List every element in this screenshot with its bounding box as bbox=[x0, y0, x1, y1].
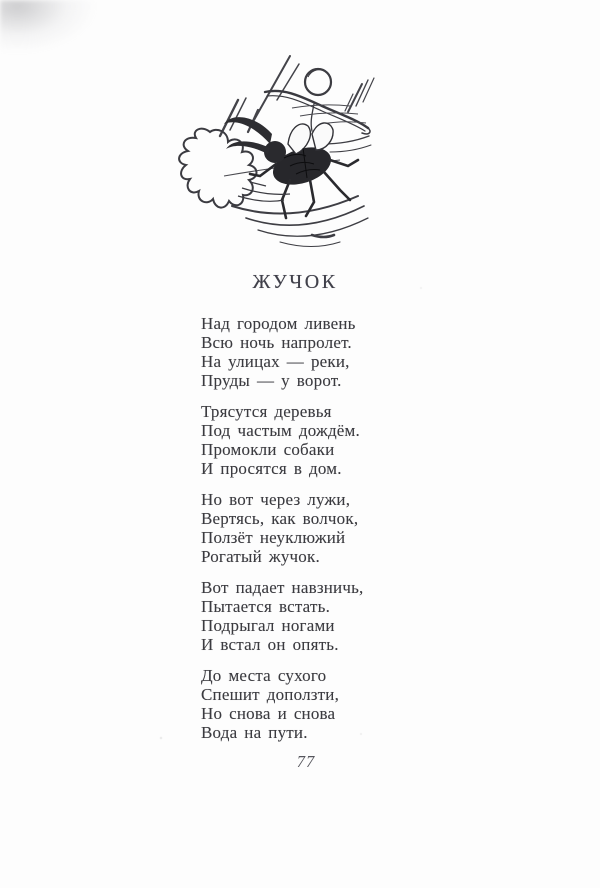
poem-line: Промокли собаки bbox=[201, 440, 335, 459]
poem-line: Под частым дождём. bbox=[201, 421, 360, 440]
poem-line: Подрыгал ногами bbox=[201, 616, 335, 635]
title-row bbox=[0, 271, 595, 294]
poem-line: Вертясь, как волчок, bbox=[201, 509, 359, 528]
poem-line: Пруды — у ворот. bbox=[201, 371, 342, 390]
poem-line: Всю ночь напролет. bbox=[201, 333, 352, 352]
poem-line: Рогатый жучок. bbox=[201, 547, 320, 566]
bubble bbox=[305, 69, 331, 95]
scan-smudge-artifact bbox=[0, 0, 95, 52]
water-splash bbox=[179, 129, 256, 208]
poem-line: И просятся в дом. bbox=[201, 459, 342, 478]
poem-line: Трясутся деревья bbox=[201, 402, 332, 421]
poem-title: ЖУЧОК bbox=[252, 271, 338, 293]
poem-line: Но снова и снова bbox=[201, 704, 336, 723]
stanza bbox=[201, 402, 364, 478]
poem-line: Вода на пути. bbox=[201, 723, 308, 742]
poem-line: Спешит доползти, bbox=[201, 685, 340, 704]
stanza bbox=[201, 490, 364, 566]
stanza bbox=[201, 578, 364, 654]
scan-speckles-artifact bbox=[0, 0, 2, 2]
poem bbox=[201, 314, 364, 754]
poem-line: Над городом ливень bbox=[201, 314, 356, 333]
page-number: 77 bbox=[296, 752, 316, 771]
poem-line: Ползёт неуклюжий bbox=[201, 528, 346, 547]
beetle-in-puddle-drawing bbox=[172, 48, 422, 258]
poem-line: Но вот через лужи, bbox=[201, 490, 351, 509]
stanza bbox=[201, 314, 364, 390]
poem-line: Вот падает навзничь, bbox=[201, 578, 364, 597]
poem-line: Пытается встать. bbox=[201, 597, 331, 616]
poem-line: На улицах — реки, bbox=[201, 352, 350, 371]
stanza bbox=[201, 666, 364, 742]
beetle-illustration bbox=[172, 48, 422, 258]
poem-line: До места сухого bbox=[201, 666, 327, 685]
poem-line: И встал он опять. bbox=[201, 635, 339, 654]
